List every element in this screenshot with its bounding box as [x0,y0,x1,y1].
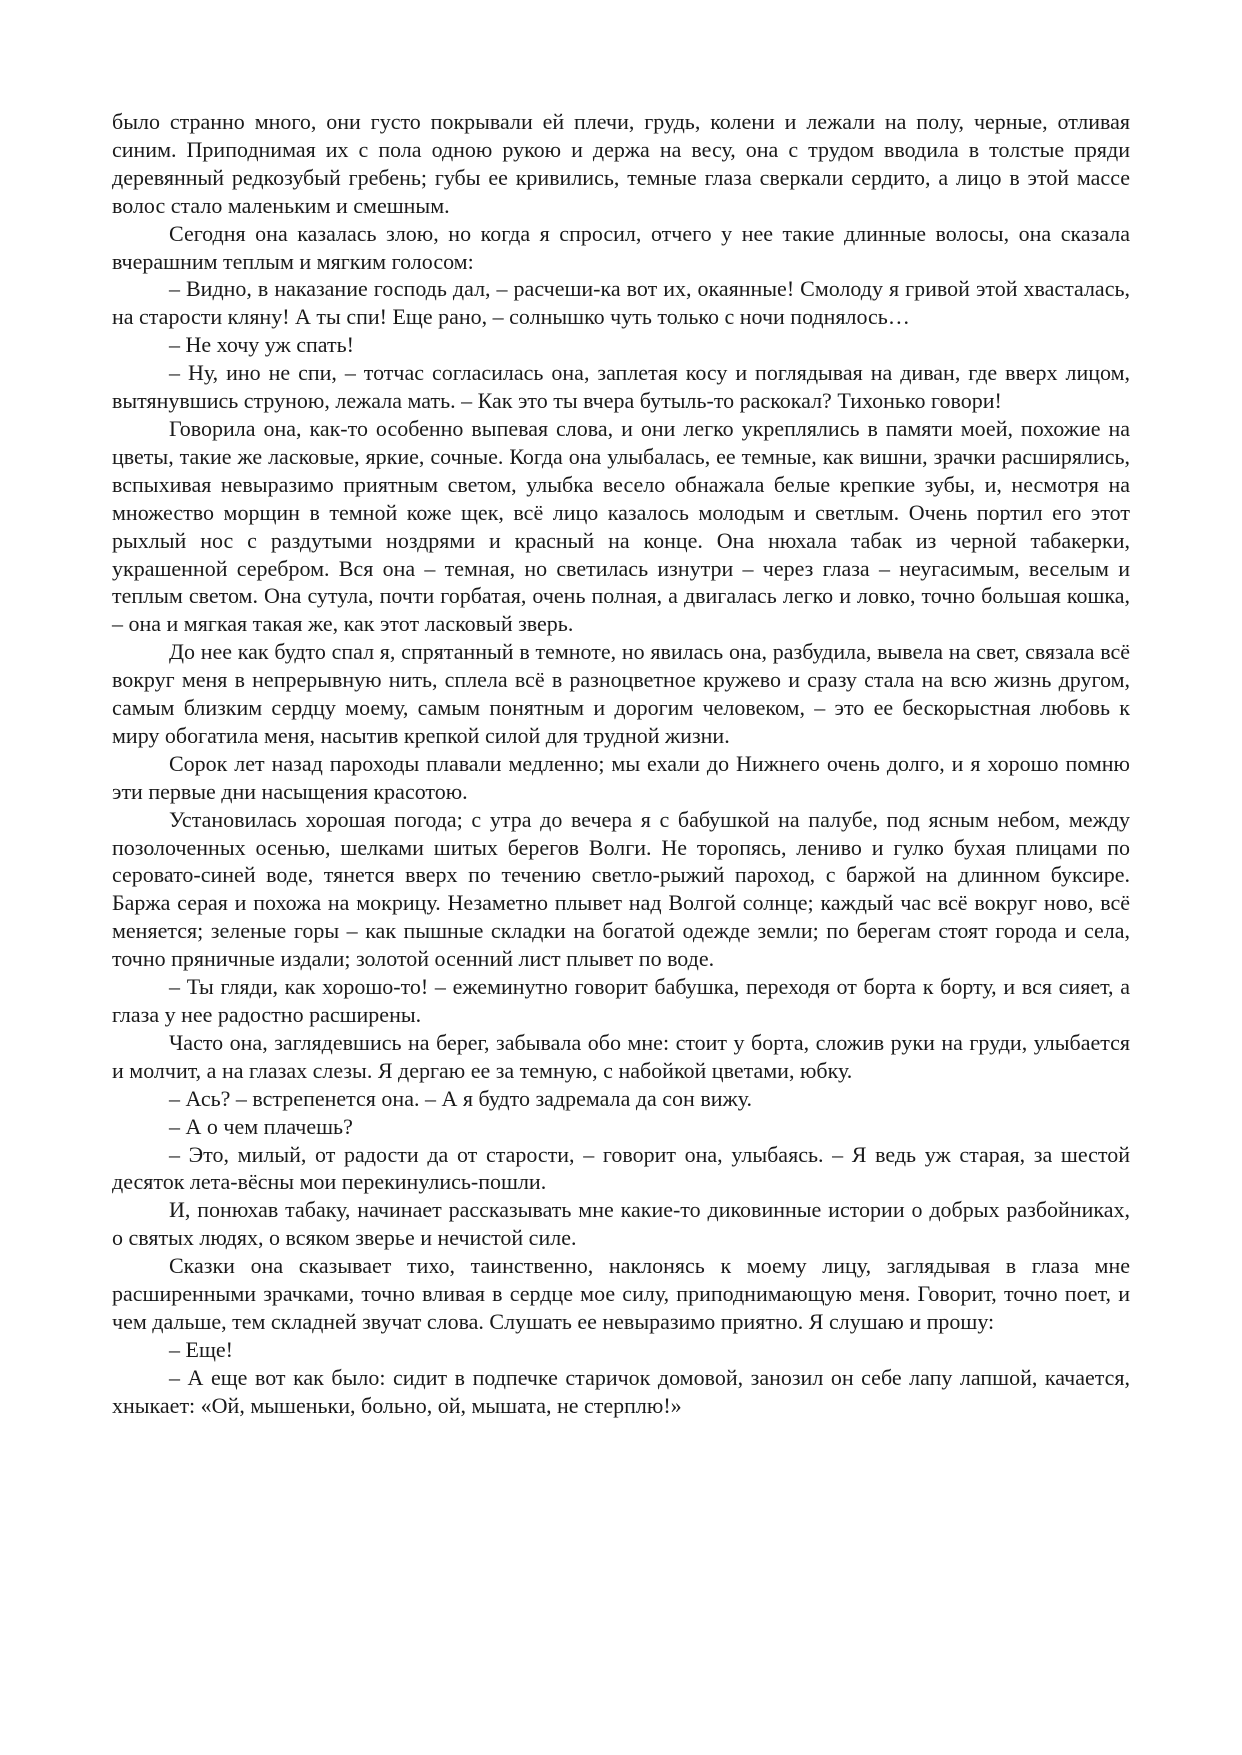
dialogue-line: – Ну, ино не спи, – тотчас согласилась она, заплетая косу и поглядывая на диван, где вверх лицом, вытянувшись струною, лежала мать. – Как это ты вчера бутыль-то раскокал? Тихонько говори! [112,360,1130,414]
dialogue-line: – Видно, в наказание господь дал, – расчеши-ка вот их, окаянные! Смолоду я гривой этой хвасталась, на старости кляну! А ты спи! Еще рано, – солнышко чуть только с ночи поднялось… [112,276,1130,330]
dialogue-line: – Это, милый, от радости да от старости, – говорит она, улыбаясь. – Я ведь уж старая, за шестой десяток лета-вёсны мои перекинулись-пошли. [112,1141,1130,1195]
dialogue-line: – А еще вот как было: сидит в подпечке старичок домовой, занозил он себе лапу лапшой, качается, хныкает: «Ой, мышеньки, больно, ой, мышата, не стерплю!» [112,1364,1130,1418]
dialogue-line: – Ты гляди, как хорошо-то! – ежеминутно говорит бабушка, переходя от борта к борту, и вся сияет, а глаза у нее радостно расширены. [112,974,1130,1027]
dialogue-line: – Еще! [169,1336,233,1362]
dialogue-line: – Не хочу уж спать! [169,332,354,358]
dialogue-line: – А о чем плачешь? [169,1113,353,1139]
paragraph: Сорок лет назад пароходы плавали медленно; мы ехали до Нижнего очень долго, и я хорошо помню эти первые дни насыщения красотою. [112,750,1130,804]
paragraph: Установилась хорошая погода; с утра до вечера я с бабушкой на палубе, под ясным небом, между позолоченных осенью, шелками шитых берегов Волги. Не торопясь, лениво и гулко бухая плицами по серовато-синей воде, тянется вверх по течению светло-рыжий пароход, с баржой на длинном буксире. Баржа серая и похожа на мокрицу. Незаметно плывет над Волгой солнце; каждый час всё вокруг ново, всё меняется; зеленые горы – как пышные складки на богатой одежде земли; по берегам стоят города и села, точно пряничные издали; золотой осенний лист плывет по воде. [112,806,1130,972]
paragraph: До нее как будто спал я, спрятанный в темноте, но явилась она, разбудила, вывела на свет, связала всё вокруг меня в непрерывную нить, сплела всё в разноцветное кружево и сразу стала на всю жизнь другом, самым близким сердцу моему, самым понятным и дорогим человеком, – это ее бескорыстная любовь к миру обогатила меня, насытив крепкой силой для трудной жизни. [112,639,1130,748]
paragraph: Часто она, заглядевшись на берег, забывала обо мне: стоит у борта, сложив руки на груди, улыбается и молчит, а на глазах слезы. Я дергаю ее за темную, с набойкой цветами, юбку. [112,1029,1130,1083]
paragraph: Сегодня она казалась злою, но когда я спросил, отчего у нее такие длинные волосы, она сказала вчерашним теплым и мягким голосом: [112,220,1130,274]
dialogue-line: – Ась? – встрепенется она. – А я будто задремала да сон вижу. [169,1085,752,1111]
paragraph: И, понюхав табаку, начинает рассказывать мне какие-то диковинные истории о добрых разбойниках, о святых людях, о всяком зверье и нечистой силе. [112,1197,1130,1251]
paragraph-continued: было странно много, они густо покрывали ей плечи, грудь, колени и лежали на полу, черные, отливая синим. Приподнимая их с пола одною рукою и держа на весу, она с трудом вводила в толстые пряди деревянный редкозубый гребень; губы ее кривились, темные глаза сверкали сердито, а лицо в этой массе волос стало маленьким и смешным. [112,109,1130,218]
paragraph: Сказки она сказывает тихо, таинственно, наклонясь к моему лицу, заглядывая в глаза мне расширенными зрачками, точно вливая в сердце мое силу, приподнимающую меня. Говорит, точно поет, и чем дальше, тем складней звучат слова. Слушать ее невыразимо приятно. Я слушаю и прошу: [112,1253,1130,1334]
paragraph: Говорила она, как-то особенно выпевая слова, и они легко укреплялись в памяти моей, похожие на цветы, такие же ласковые, яркие, сочные. Когда она улыбалась, ее темные, как вишни, зрачки расширялись, вспыхивая невыразимо приятным светом, улыбка весело обнажала белые крепкие зубы, и, несмотря на множество морщин в темной коже щек, всё лицо казалось молодым и светлым. Очень портил его этот рыхлый нос с раздутыми ноздрями и красный на конце. Она нюхала табак из черной табакерки, украшенной серебром. Вся она – темная, но светилась изнутри – через глаза – неугасимым, веселым и теплым светом. Она сутула, почти горбатая, очень полная, а двигалась легко и ловко, точно большая кошка, – она и мягкая такая же, как этот ласковый зверь. [112,415,1130,637]
page-text [112,108,1130,1420]
